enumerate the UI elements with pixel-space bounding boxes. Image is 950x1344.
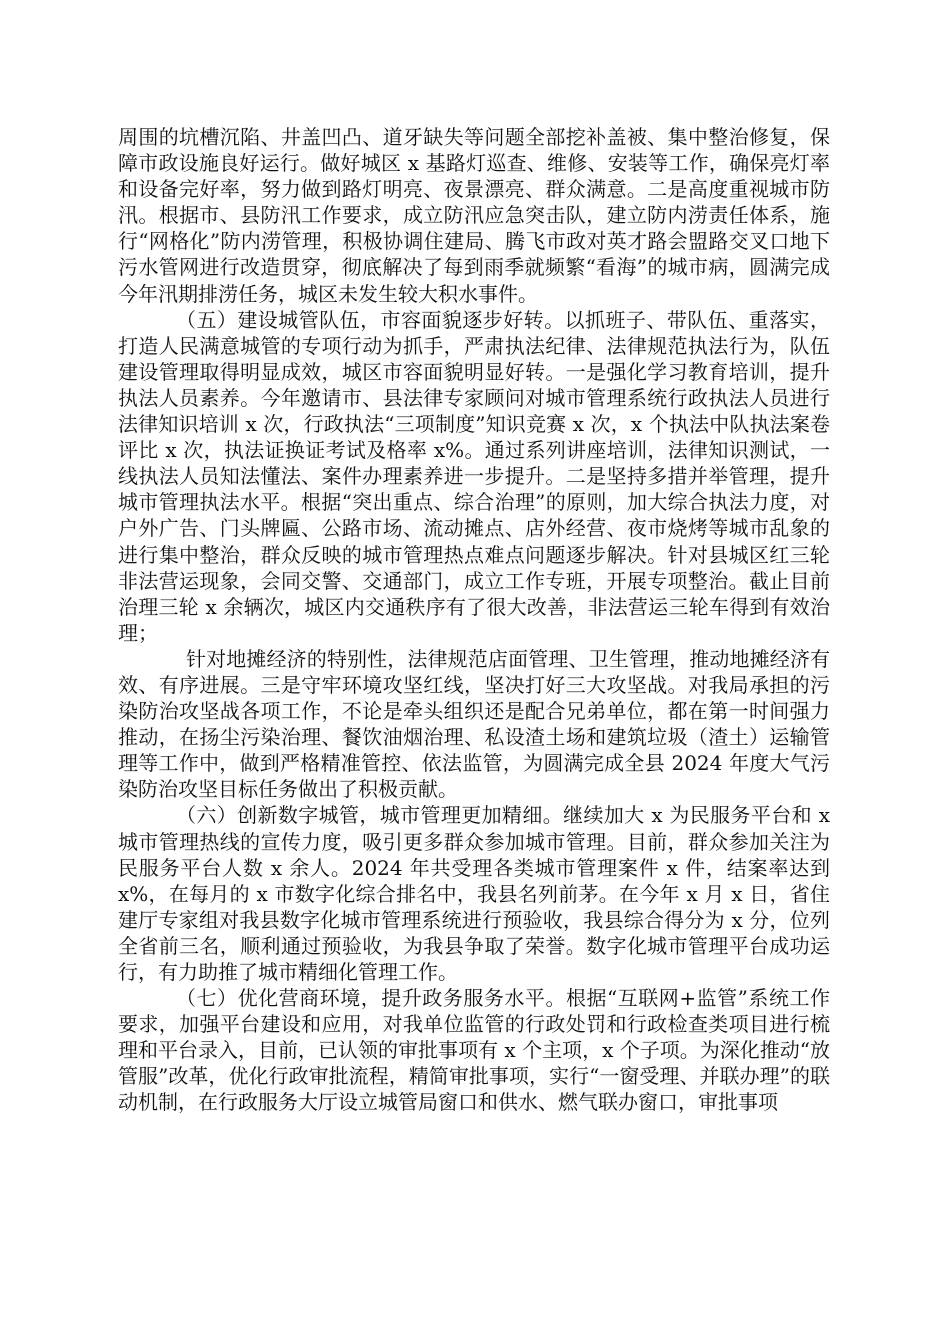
paragraph-urban-maintenance: 周围的坑槽沉陷、井盖凹凸、道牙缺失等问题全部挖补盖被、集中整治修复，保障市政设施良好运行。做好城区 x 基路灯巡查、维修、安装等工作，确保亮灯率和设备完好率，努力做到路灯明亮、夜景漂亮、群众满意。二是高度重视城市防汛。根据市、县防汛工作要求，成立防汛应急突击队，建立防内涝责任体系，施行“网格化”防内涝管理，积极协调住建局、腾飞市政对英才路会盟路交叉口地下污水管网进行改造贯穿，彻底解决了每到雨季就频繁“看海”的城市病，圆满完成今年汛期排涝任务，城区未发生较大积水事件。 <box>118 125 830 306</box>
paragraph-section-5: （五）建设城管队伍，市容面貌逐步好转。以抓班子、带队伍、重落实，打造人民满意城管的专项行动为抓手，严肃执法纪律、法律规范执法行为，队伍建设管理取得明显成效，城区市容面貌明显好转。一是强化学习教育培训，提升执法人员素养。今年邀请市、县法律专家顾问对城市管理系统行政执法人员进行法律知识培训 x 次，行政执法“三项制度”知识竞赛 x 次，x 个执法中队执法案卷评比 x 次，执法证换证考试及格率 x%。通过系列讲座培训，法律知识测试，一线执法人员知法懂法、案件办理素养进一步提升。二是坚持多措并举管理，提升城市管理执法水平。根据“突出重点、综合治理”的原则，加大综合执法力度，对户外广告、门头牌匾、公路市场、流动摊点、店外经营、夜市烧烤等城市乱象的进行集中整治，群众反映的城市管理热点难点问题逐步解决。针对县城区红三轮非法营运现象，会同交警、交通部门，成立工作专班，开展专项整治。截止目前治理三轮 x 余辆次，城区内交通秩序有了很大改善，非法营运三轮车得到有效治理； <box>118 307 830 645</box>
paragraph-section-7: （七）优化营商环境，提升政务服务水平。根据“互联网+监管”系统工作要求，加强平台建设和应用，对我单位监管的行政处罚和行政检查类项目进行梳理和平台录入，目前，已认领的审批事项有 x 个主项，x 个子项。为深化推动“放管服”改革，优化行政审批流程，精简审批事项，实行“一窗受理、并联办理”的联动机制，在行政服务大厅设立城管局窗口和供水、燃气联办窗口，审批事项 <box>118 986 830 1115</box>
paragraph-section-6: （六）创新数字城管，城市管理更加精细。继续加大 x 为民服务平台和 x 城市管理热线的宣传力度，吸引更多群众参加城市管理。目前，群众参加关注为民服务平台人数 x 余人。2024 年共受理各类城市管理案件 x 件，结案率达到 x%，在每月的 x 市数字化综合排名中，我县名列前茅。在今年 x 月 x 日，省住建厅专家组对我县数字化城市管理系统进行预验收，我县综合得分为 x 分，位列全省前三名，顺利通过预验收，为我县争取了荣誉。数字化城市管理平台成功运行，有力助推了城市精细化管理工作。 <box>118 803 830 984</box>
document-body <box>118 124 830 1116</box>
paragraph-street-vendors: 针对地摊经济的特别性，法律规范店面管理、卫生管理，推动地摊经济有效、有序进展。三是守牢环境攻坚红线，坚决打好三大攻坚战。对我局承担的污染防治攻坚战各项工作，不论是牵头组织还是配合兄弟单位，都在第一时间强力推动，在扬尘污染治理、餐饮油烟治理、私设渣土场和建筑垃圾（渣土）运输管理等工作中，做到严格精准管控、依法监管，为圆满完成全县 2024 年度大气污染防治攻坚目标任务做出了积极贡献。 <box>118 646 830 802</box>
